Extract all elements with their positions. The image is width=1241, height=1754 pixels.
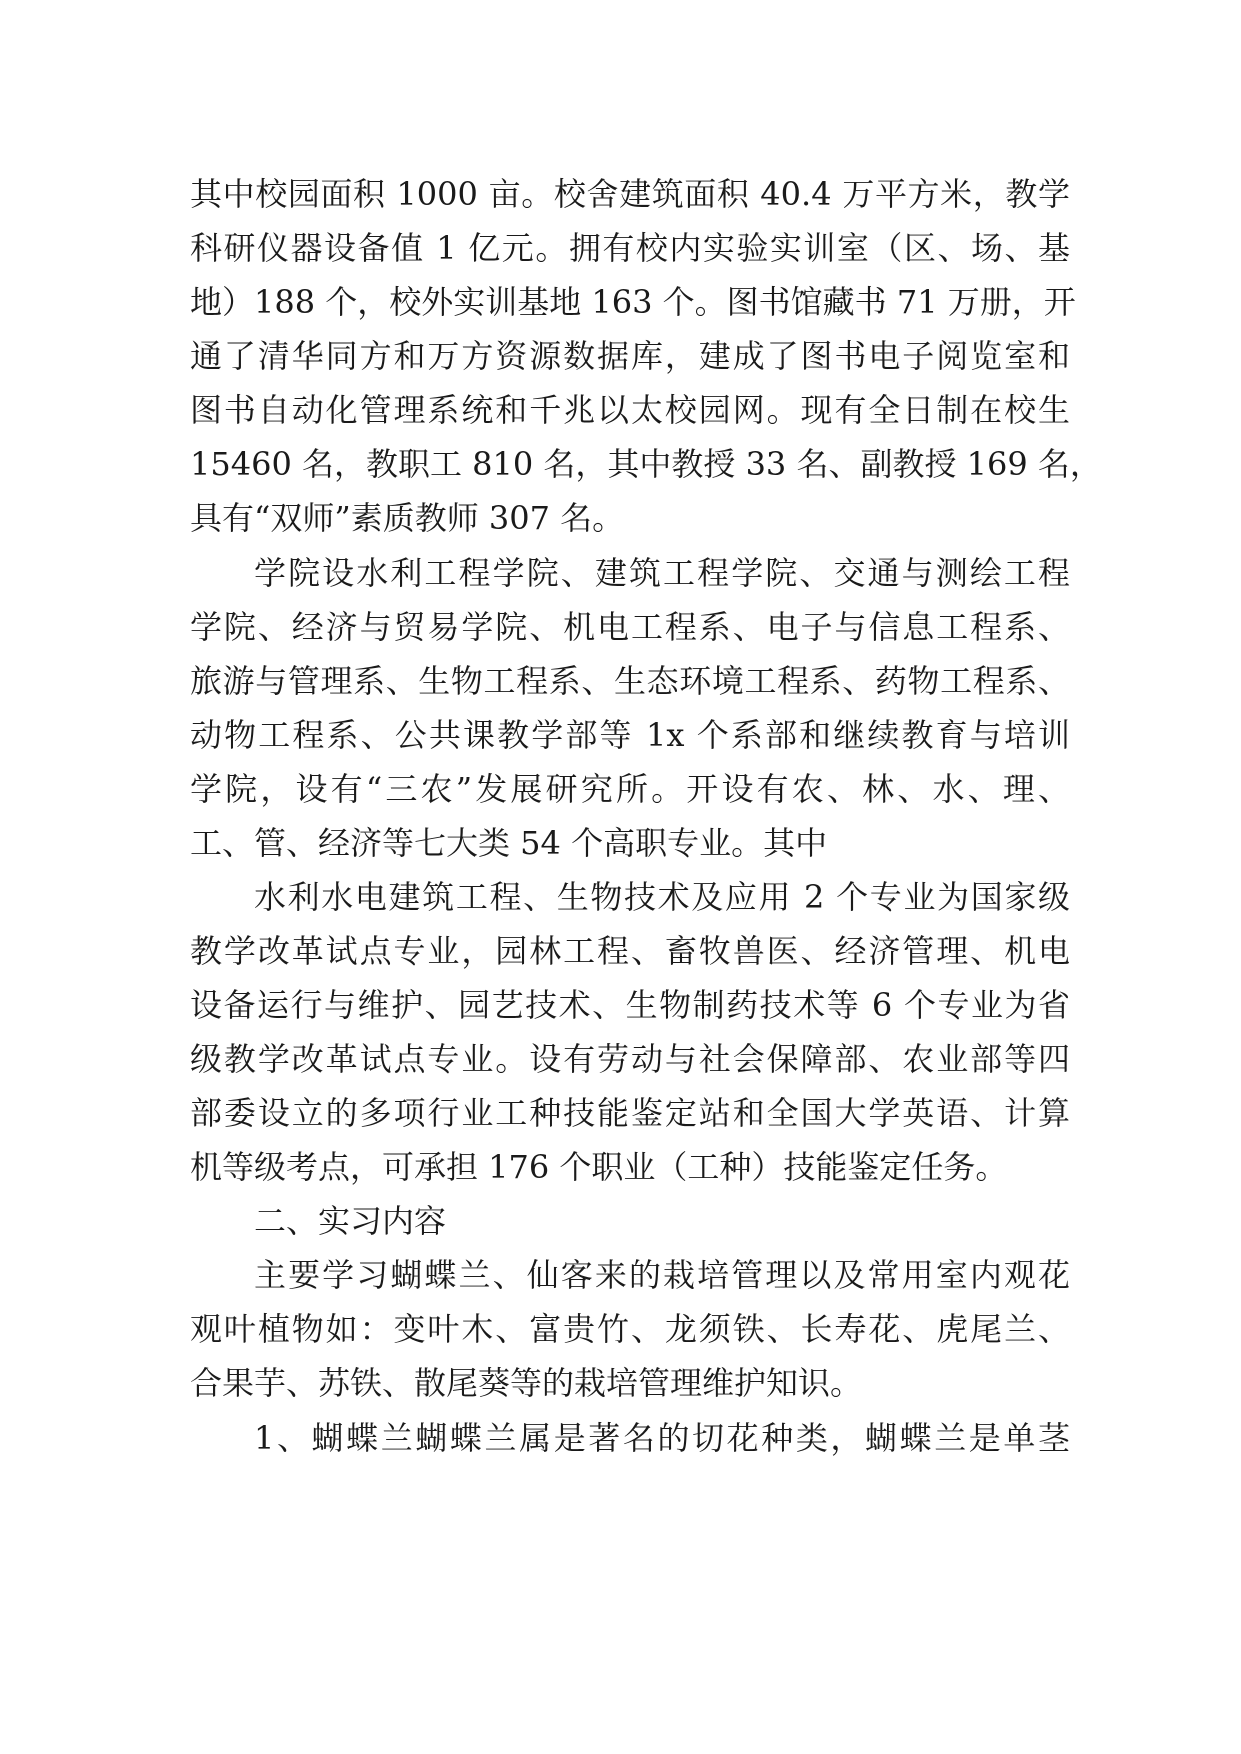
text-line: 学院，设有“三农”发展研究所。开设有农、林、水、理、	[190, 770, 1070, 808]
text-line: 水利水电建筑工程、生物技术及应用 2 个专业为国家级	[254, 878, 1070, 916]
text-line: 级教学改革试点专业。设有劳动与社会保障部、农业部等四	[190, 1040, 1070, 1078]
text-line: 学院设水利工程学院、建筑工程学院、交通与测绘工程	[254, 554, 1070, 592]
text-line: 机等级考点，可承担 176 个职业（工种）技能鉴定任务。	[190, 1148, 1008, 1186]
text-line: 通了清华同方和万方资源数据库，建成了图书电子阅览室和	[190, 337, 1070, 375]
text-line: 15460 名，教职工 810 名，其中教授 33 名、副教授 169 名，	[190, 445, 1102, 483]
text-line: 科研仪器设备值 1 亿元。拥有校内实验实训室（区、场、基	[190, 229, 1070, 267]
text-line: 主要学习蝴蝶兰、仙客来的栽培管理以及常用室内观花	[254, 1256, 1070, 1294]
text-line: 动物工程系、公共课教学部等 1x 个系部和继续教育与培训	[190, 716, 1070, 754]
text-line: 合果芋、苏铁、散尾葵等的栽培管理维护知识。	[190, 1364, 863, 1402]
text-line: 学院、经济与贸易学院、机电工程系、电子与信息工程系、	[190, 608, 1070, 646]
text-line: 图书自动化管理系统和千兆以太校园网。现有全日制在校生	[190, 391, 1070, 429]
text-line: 地）188 个，校外实训基地 163 个。图书馆藏书 71 万册，开	[190, 283, 1076, 321]
text-line: 观叶植物如：变叶木、富贵竹、龙须铁、长寿花、虎尾兰、	[190, 1310, 1070, 1348]
text-line: 具有“双师”素质教师 307 名。	[190, 499, 625, 537]
section-heading: 二、实习内容	[254, 1202, 447, 1240]
text-line: 部委设立的多项行业工种技能鉴定站和全国大学英语、计算	[190, 1094, 1070, 1132]
text-line: 设备运行与维护、园艺技术、生物制药技术等 6 个专业为省	[190, 986, 1070, 1024]
text-line: 旅游与管理系、生物工程系、生态环境工程系、药物工程系、	[190, 662, 1070, 700]
text-line: 其中校园面积 1000 亩。校舍建筑面积 40.4 万平方米，教学	[190, 175, 1070, 213]
text-line: 教学改革试点专业，园林工程、畜牧兽医、经济管理、机电	[190, 932, 1070, 970]
text-line: 1、蝴蝶兰蝴蝶兰属是著名的切花种类，蝴蝶兰是单茎	[254, 1419, 1070, 1457]
text-line: 工、管、经济等七大类 54 个高职专业。其中	[190, 824, 828, 862]
